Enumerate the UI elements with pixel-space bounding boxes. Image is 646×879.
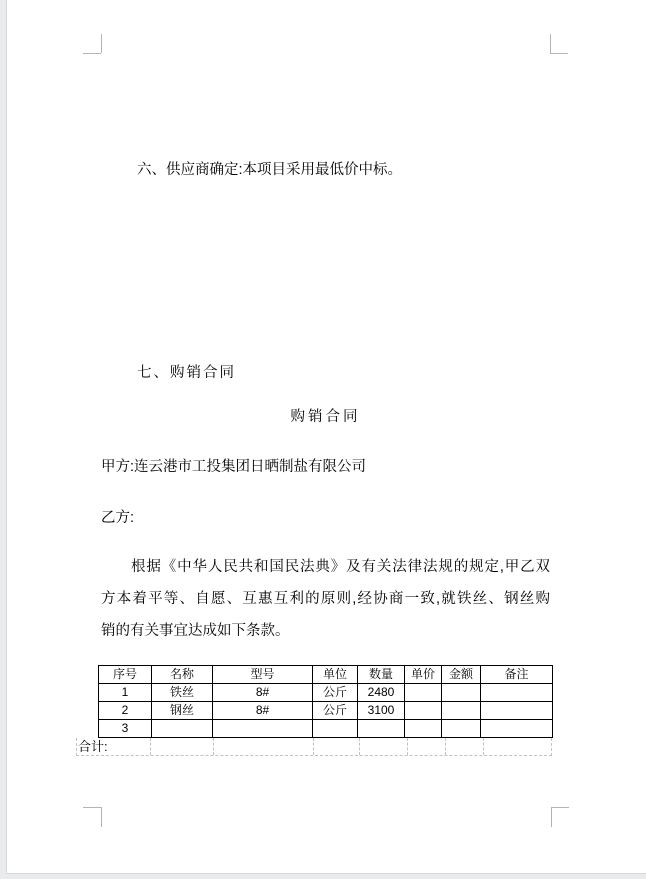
cell-name[interactable]: 铁丝	[152, 684, 213, 702]
contract-title[interactable]: 购销合同	[290, 409, 361, 425]
cell-quantity[interactable]: 2480	[358, 684, 405, 702]
cell-remarks[interactable]	[481, 720, 553, 738]
crop-mark-top-right-vertical	[550, 34, 551, 53]
gridline	[407, 738, 408, 755]
cell-amount[interactable]	[442, 684, 481, 702]
header-model[interactable]: 型号	[213, 666, 313, 684]
gridline	[213, 738, 214, 755]
cell-model[interactable]	[213, 720, 313, 738]
header-remarks[interactable]: 备注	[481, 666, 553, 684]
gridline	[483, 738, 484, 755]
table-total-row[interactable]	[76, 738, 552, 756]
cell-seq[interactable]: 2	[99, 702, 152, 720]
crop-mark-top-left-horizontal	[83, 53, 101, 54]
clause-seven-paragraph[interactable]: 七、购销合同	[137, 365, 236, 381]
crop-mark-bottom-left-vertical	[101, 807, 102, 827]
crop-mark-bottom-left-horizontal	[83, 807, 101, 808]
crop-mark-bottom-right-vertical	[551, 807, 552, 827]
cell-unit[interactable]: 公斤	[313, 702, 358, 720]
crop-mark-bottom-right-horizontal	[551, 807, 569, 808]
intro-line-2[interactable]: 方本着平等、自愿、互惠互利的原则,经协商一致,就铁丝、钢丝购	[101, 591, 550, 607]
cell-seq[interactable]: 3	[99, 720, 152, 738]
header-unit-price[interactable]: 单价	[405, 666, 442, 684]
cell-amount[interactable]	[442, 702, 481, 720]
gridline	[445, 738, 446, 755]
header-quantity[interactable]: 数量	[358, 666, 405, 684]
cell-model[interactable]: 8#	[213, 684, 313, 702]
cell-unit[interactable]: 公斤	[313, 684, 358, 702]
items-table	[98, 665, 553, 738]
table-row	[99, 702, 553, 720]
intro-line-3[interactable]: 销的有关事宜达成如下条款。	[101, 623, 290, 639]
cell-unit[interactable]	[313, 720, 358, 738]
intro-line-1[interactable]: 根据《中华人民共和国民法典》及有关法律法规的规定,甲乙双	[131, 559, 550, 575]
cell-quantity[interactable]: 3100	[358, 702, 405, 720]
header-unit[interactable]: 单位	[313, 666, 358, 684]
cell-amount[interactable]	[442, 720, 481, 738]
clause-six-paragraph[interactable]: 六、供应商确定:本项目采用最低价中标。	[137, 162, 403, 178]
cell-model[interactable]: 8#	[213, 702, 313, 720]
table-header-row	[99, 666, 553, 684]
table-row	[99, 684, 553, 702]
cell-seq[interactable]: 1	[99, 684, 152, 702]
header-amount[interactable]: 金额	[442, 666, 481, 684]
crop-mark-top-left-vertical	[101, 34, 102, 53]
crop-mark-top-right-horizontal	[550, 53, 568, 54]
cell-remarks[interactable]	[481, 702, 553, 720]
cell-unit-price[interactable]	[405, 720, 442, 738]
cell-remarks[interactable]	[481, 684, 553, 702]
cell-unit-price[interactable]	[405, 702, 442, 720]
cell-quantity[interactable]	[358, 720, 405, 738]
cell-name[interactable]: 钢丝	[152, 702, 213, 720]
party-a-line[interactable]: 甲方:连云港市工投集团日晒制盐有限公司	[101, 459, 367, 475]
header-seq[interactable]: 序号	[99, 666, 152, 684]
gridline	[359, 738, 360, 755]
gridline	[313, 738, 314, 755]
cell-unit-price[interactable]	[405, 684, 442, 702]
header-name[interactable]: 名称	[152, 666, 213, 684]
party-b-line[interactable]: 乙方:	[101, 510, 135, 526]
total-label[interactable]: 合计:	[78, 739, 108, 754]
table-row	[99, 720, 553, 738]
gridline	[150, 738, 151, 755]
cell-name[interactable]	[152, 720, 213, 738]
